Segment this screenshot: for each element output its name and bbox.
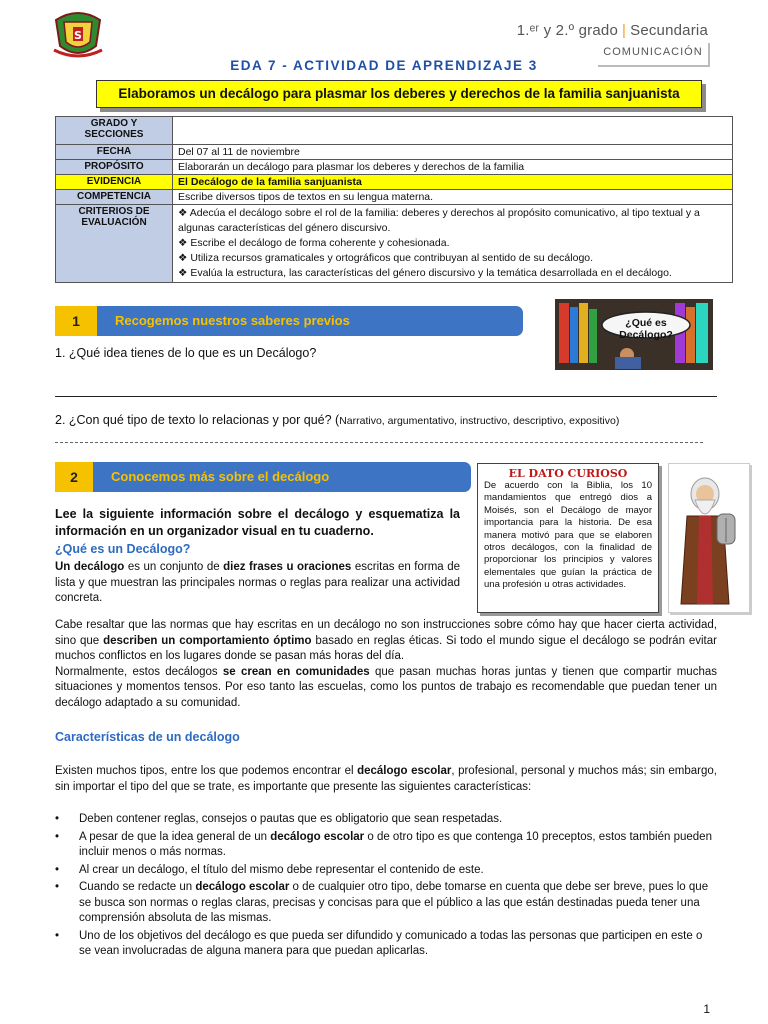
info-table bbox=[55, 116, 733, 283]
b5-text: Uno de los objetivos del decálogo es que pueda ser difundido y comunicado a todas las personas que participen en este o se vean involucradas de alguna manera para que puedan aplicarlas. bbox=[79, 929, 703, 957]
fecha-label: FECHA bbox=[56, 145, 173, 160]
row-proposito bbox=[56, 160, 733, 175]
definition-paragraph bbox=[55, 560, 460, 607]
evidencia-label: EVIDENCIA bbox=[56, 175, 173, 190]
b4-bold: decálogo escolar bbox=[195, 881, 290, 893]
characteristics-list bbox=[55, 812, 717, 962]
criterios-label: CRITERIOS DE EVALUACIÓN bbox=[56, 205, 173, 283]
b4-text: Cuando se redacte un bbox=[79, 881, 196, 893]
question-1: 1. ¿Qué idea tienes de lo que es un Decálogo? bbox=[55, 346, 317, 360]
p3-text: Normalmente, estos decálogos bbox=[55, 665, 223, 678]
list-item bbox=[55, 830, 717, 861]
row-competencia bbox=[56, 190, 733, 205]
row-grado bbox=[56, 117, 733, 145]
what-heading: ¿Qué es un Decálogo? bbox=[55, 542, 191, 556]
decalogo-image bbox=[555, 299, 713, 370]
list-item bbox=[55, 929, 717, 960]
list-item bbox=[55, 880, 717, 927]
subject-label: COMUNICACIÓN bbox=[598, 43, 710, 67]
criterio-item: ❖ Evalúa la estructura, las características del género discursivo y la temática desarrollada en el decálogo. bbox=[178, 267, 672, 279]
proposito-value: Elaborarán un decálogo para plasmar los deberes y derechos de la familia bbox=[173, 160, 733, 175]
proposito-label: PROPÓSITO bbox=[56, 160, 173, 175]
p4-bold: decálogo escolar bbox=[357, 765, 452, 777]
p2-text: Cabe resaltar que las normas que hay escritas en un decálogo no son instrucciones sobre cómo hay que hacer cierta actividad, sino que bbox=[55, 619, 717, 647]
list-item bbox=[55, 863, 717, 879]
def-text: es un conjunto de bbox=[124, 561, 224, 573]
page-number: 1 bbox=[703, 1002, 710, 1016]
school-crest-logo bbox=[52, 6, 104, 60]
b2-bold: decálogo escolar bbox=[270, 830, 365, 843]
curious-body: De acuerdo con la Biblia, los 10 mandamientos que entregó dios a Moisés, son el Decálogo de mayor importancia para la historia. De esa manera motivó para que se elaboren otros decálogos, con la finalidad de proporcionar los principios y valores elementales que guían la práctica de una profesión u otras actividades. bbox=[484, 480, 652, 591]
criterios-list bbox=[173, 205, 733, 283]
activity-title: EDA 7 - ACTIVIDAD DE APRENDIZAJE 3 bbox=[230, 58, 538, 73]
grade-level: 1.ᵉʳ y 2.º grado | Secundaria bbox=[516, 22, 708, 39]
b1-text: Deben contener reglas, consejos o pautas que es obligatorio que sean respetadas. bbox=[79, 813, 503, 825]
section1-number: 1 bbox=[55, 306, 97, 336]
svg-text:S: S bbox=[74, 29, 82, 42]
curious-title: EL DATO CURIOSO bbox=[508, 467, 628, 480]
p2-bold: describen un comportamiento óptimo bbox=[103, 634, 312, 647]
evidencia-value: El Decálogo de la familia sanjuanista bbox=[173, 175, 733, 190]
competencia-label: COMPETENCIA bbox=[56, 190, 173, 205]
paragraph-4 bbox=[55, 764, 717, 795]
question-2-text: 2. ¿Con qué tipo de texto lo relacionas y por qué? ( bbox=[55, 413, 340, 427]
p4-text: Existen muchos tipos, entre los que podemos encontrar el bbox=[55, 765, 358, 777]
answer-line-1 bbox=[55, 396, 717, 397]
p4-rest: , profesional, personal y muchos más; sin embargo, sin importar el tipo del que se trate, es importante que presente las siguientes características: bbox=[55, 765, 717, 793]
b3-text: Al crear un decálogo, el título del mismo debe representar el contenido de este. bbox=[79, 863, 484, 876]
curious-fact-box bbox=[477, 463, 659, 613]
section2-number: 2 bbox=[55, 462, 93, 492]
b4-rest: o de cualquier otro tipo, debe tomarse en cuenta que debe ser breve, pues lo que se busca son normas o reglas claras, precisas y concisas para que el público a las que están destinadas pueda tener una comprensión absoluta de las mismas. bbox=[79, 881, 709, 924]
paragraph-2 bbox=[55, 618, 717, 711]
grado-value bbox=[173, 117, 733, 145]
p2-rest: basado en reglas éticas. Si todo el mundo sigue el decálogo se podrán evitar muchos conflictos en los lugares donde se pasan más horas del día. bbox=[55, 634, 717, 662]
fecha-value: Del 07 al 11 de noviembre bbox=[173, 145, 733, 160]
question-2-hint: Narrativo, argumentativo, instructivo, descriptivo, expositivo) bbox=[339, 415, 620, 427]
criterio-item: ❖ Adecúa el decálogo sobre el rol de la familia: deberes y derechos al propósito comunicativo, al tipo textual y a algunas características del género discursivo. bbox=[178, 207, 700, 234]
def-rest: escritas en forma de lista y que muestran las principales normas o reglas para realizar una actividad concreta. bbox=[55, 561, 461, 604]
moses-illustration bbox=[668, 463, 750, 613]
decalogo-image-caption: ¿Qué es Decálogo? bbox=[619, 317, 673, 341]
def-term: Un decálogo bbox=[55, 561, 125, 573]
row-fecha bbox=[56, 145, 733, 160]
def-bold: diez frases u oraciones bbox=[223, 561, 352, 573]
row-criterios bbox=[56, 205, 733, 283]
level-text: Secundaria bbox=[630, 22, 708, 39]
section2-instruction: Lee la siguiente información sobre el decálogo y esquematiza la información en un organizador visual en tu cuaderno. bbox=[55, 507, 460, 538]
row-evidencia bbox=[56, 175, 733, 190]
p3-rest: que pasan muchas horas juntas y tienen que compartir muchas situaciones y momentos tensos. Por eso tanto las escuelas, como los puntos de trabajo es recomendable que puedan tener un decálogo adaptado a su comunidad. bbox=[55, 665, 717, 709]
grado-label: GRADO Y SECCIONES bbox=[56, 117, 173, 145]
characteristics-heading: Características de un decálogo bbox=[55, 730, 240, 744]
b2-text: A pesar de que la idea general de un bbox=[79, 830, 271, 843]
activity-banner: Elaboramos un decálogo para plasmar los deberes y derechos de la familia sanjuanista bbox=[96, 80, 702, 108]
grade-text: 1.ᵉʳ y 2.º grado bbox=[516, 22, 618, 39]
p3-bold: se crean en comunidades bbox=[222, 665, 370, 678]
answer-line-2 bbox=[55, 442, 703, 443]
competencia-value: Escribe diversos tipos de textos en su lengua materna. bbox=[173, 190, 733, 205]
b2-rest: o de otro tipo es que contenga 10 preceptos, estos también pueden incluir menos o más normas. bbox=[79, 830, 712, 858]
criterio-item: ❖ Escribe el decálogo de forma coherente y cohesionada. bbox=[178, 237, 450, 249]
criterio-item: ❖ Utiliza recursos gramaticales y ortográficos que contribuyan al sentido de su decálogo. bbox=[178, 252, 594, 264]
section2-title: Conocemos más sobre el decálogo bbox=[93, 462, 471, 492]
section1-title: Recogemos nuestros saberes previos bbox=[97, 306, 523, 336]
question-2 bbox=[55, 413, 619, 427]
list-item bbox=[55, 812, 717, 828]
